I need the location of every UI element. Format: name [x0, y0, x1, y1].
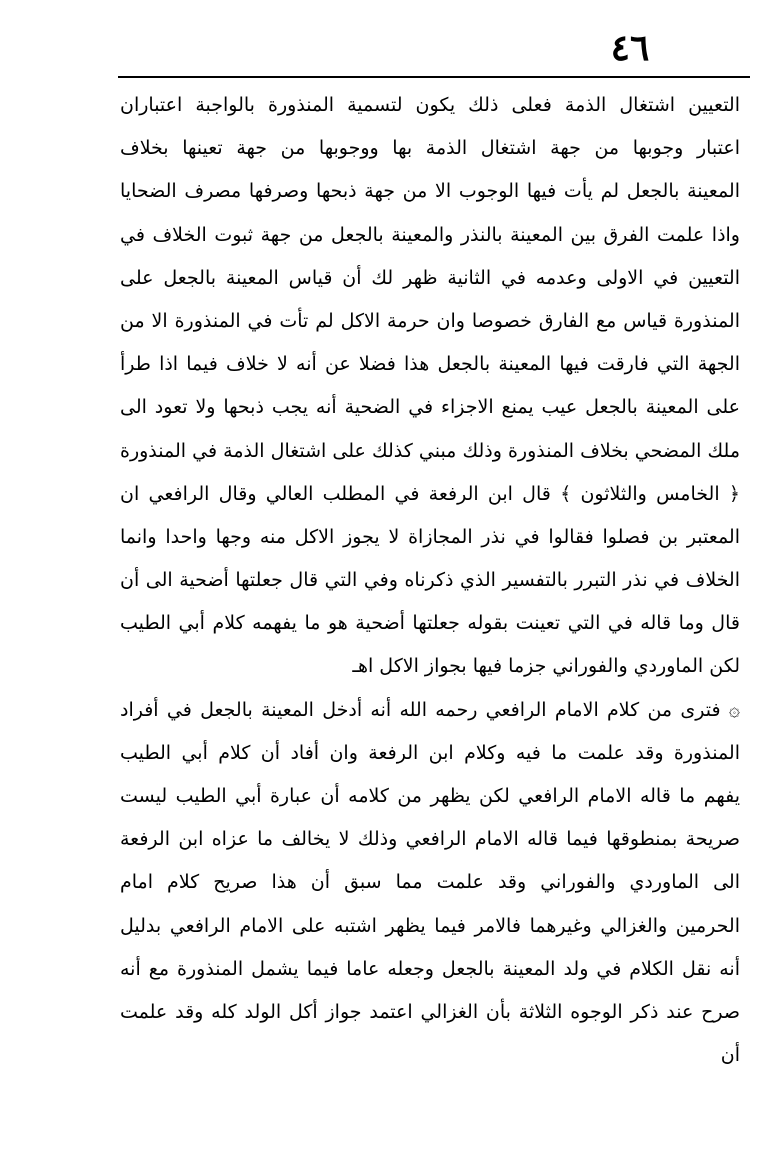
text-line: يفهم ما قاله الامام الرافعي لكن يظهر من كلامه أن عبارة أبي الطيب ليست — [120, 785, 740, 807]
text-line: المنذورة قياس مع الفارق خصوصا وان حرمة الاكل لم تأت في المنذورة الا من — [120, 309, 740, 332]
text-line: واذا علمت الفرق بين المعينة بالنذر والمعينة بالجعل من جهة ثبوت الخلاف في — [120, 223, 740, 246]
main-text — [120, 84, 740, 1077]
text-line: الخلاف في نذر التبرر بالتفسير الذي ذكرناه وفي التي قال جعلتها أضحية الى أن — [120, 569, 740, 592]
text-line: الجهة التي فارقت فيها المعينة بالجعل هذا فضلا عن أنه لا خلاف فيما اذا طرأ — [120, 353, 740, 376]
text-line: التعيين اشتغال الذمة فعلى ذلك يكون لتسمية المنذورة بالواجبة اعتباران — [120, 94, 740, 116]
text-line: اعتبار وجوبها من جهة اشتغال الذمة بها ووجوبها من جهة تعينها بخلاف — [120, 137, 740, 160]
text-line: صريحة بمنطوقها فيما قاله الامام الرافعي وذلك لا يخالف ما عزاه ابن الرفعة — [120, 828, 740, 851]
text-line: أنه نقل الكلام في ولد المعينة بالجعل وجعله عاما فيما يشمل المنذورة مع أنه — [120, 957, 740, 980]
text-line: ملك المضحي بخلاف المنذورة وذلك مبني كذلك على اشتغال الذمة في المنذورة — [120, 439, 740, 462]
text-line: المعتبر بن فصلوا فقالوا في نذر المجازاة لا يجوز الاكل منه وجها واحدا وانما — [120, 525, 740, 548]
header-rule — [118, 76, 750, 78]
page-number: ٤٦ — [610, 27, 650, 69]
text-line: الى الماوردي والفوراني وقد علمت مما سبق أن هذا صريح كلام امام — [120, 871, 740, 894]
text-line: المنذورة وقد علمت ما فيه وكلام ابن الرفعة وان أفاد أن كلام أبي الطيب — [120, 741, 740, 764]
text-line: صرح عند ذكر الوجوه الثلاثة بأن الغزالي اعتمد جواز أكل الولد كله وقد علمت — [120, 1000, 740, 1023]
catchword-line: أن — [720, 1044, 740, 1067]
section-heading-line: ﴿ الخامس والثلاثون ﴾ قال ابن الرفعة في المطلب العالي وقال الرافعي ان — [120, 482, 740, 505]
text-line: المعينة بالجعل لم يأت فيها الوجوب الا من جهة ذبحها وصرفها مصرف الضحايا — [120, 180, 740, 203]
paragraph-start-line: ۞ فترى من كلام الامام الرافعي رحمه الله أنه أدخل المعينة بالجعل في أفراد — [120, 698, 740, 721]
text-line: الحرمين والغزالي وغيرهما فالامر فيما يظهر اشتبه على الامام الرافعي بدليل — [120, 914, 740, 937]
text-line: لكن الماوردي والفوراني جزما فيها بجواز الاكل اهـ — [352, 655, 740, 678]
text-line: التعيين في الاولى وعدمه في الثانية ظهر لك أن قياس المعينة بالجعل على — [120, 266, 740, 289]
text-line: على المعينة بالجعل عيب يمنع الاجزاء في الضحية أنه يجب ذبحها ولا تعود الى — [120, 396, 740, 419]
text-line: قال وما قاله في التي تعينت بقوله جعلتها أضحية هو ما يفهمه كلام أبي الطيب — [120, 612, 740, 635]
